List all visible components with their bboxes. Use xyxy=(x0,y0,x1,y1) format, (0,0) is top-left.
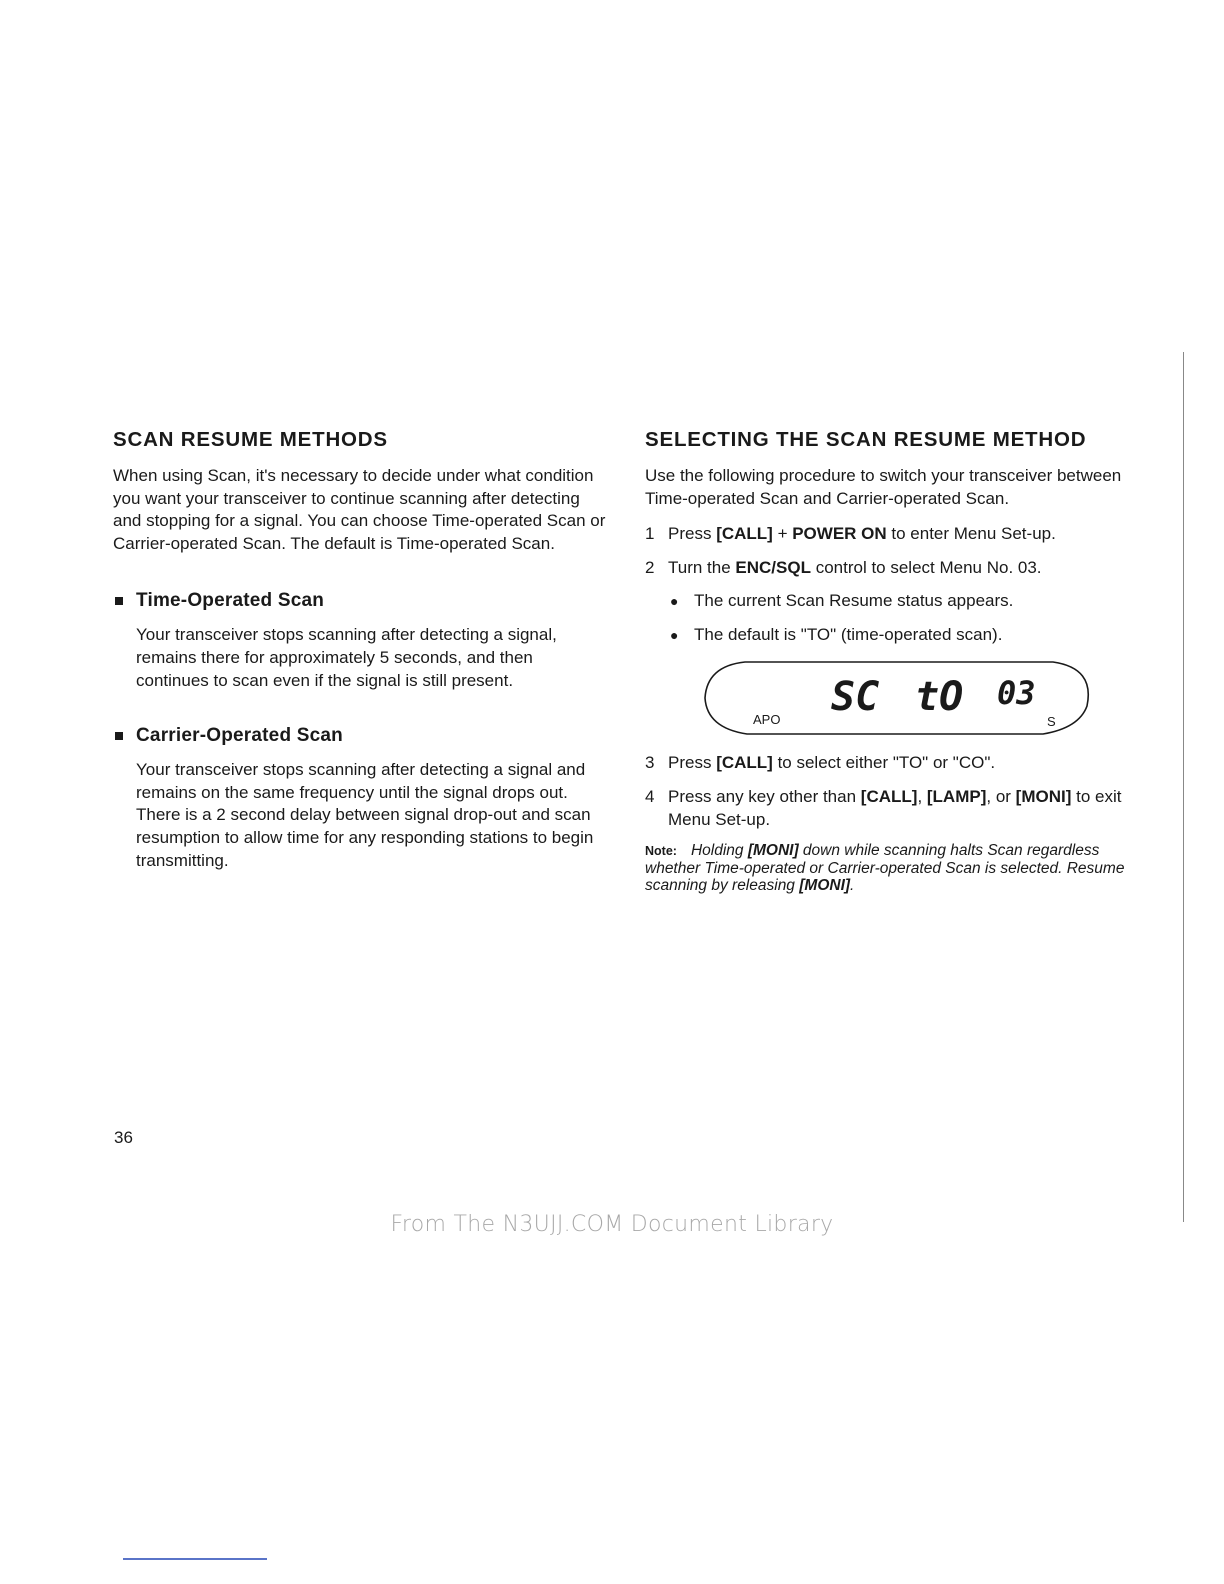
lcd-apo-indicator: APO xyxy=(753,712,781,728)
square-bullet-icon xyxy=(115,732,123,740)
moni-key: [MONI] xyxy=(747,842,799,860)
selecting-method-heading: SELECTING THE SCAN RESUME METHOD xyxy=(645,428,1087,451)
step-number: 4 xyxy=(645,786,655,806)
step-number: 3 xyxy=(645,753,655,773)
note-label: Note: xyxy=(645,844,677,859)
lcd-segment-03: 03 xyxy=(997,674,1036,713)
selecting-method-intro: Use the following procedure to switch your transceiver between Time-operated Scan and Carrier-operated Scan. xyxy=(645,466,1122,508)
call-key: [CALL] xyxy=(860,786,918,806)
lcd-display-illustration xyxy=(703,658,1095,738)
left-column xyxy=(113,428,608,872)
step-2-details xyxy=(668,590,1145,646)
time-operated-heading-text: Time-Operated Scan xyxy=(136,590,325,612)
scan-resume-intro: When using Scan, it's necessary to decide under what condition you want your transceiver to continue scanning after detecting and stopping for a signal. You can choose Time-operated Scan or Carrier-operated Scan. The default is Time-operated Scan. xyxy=(113,466,606,553)
lcd-display-svg xyxy=(703,658,1095,738)
scan-resume-methods-heading: SCAN RESUME METHODS xyxy=(113,428,388,451)
list-item: ● The current Scan Resume status appears. xyxy=(670,591,1014,611)
list-item: ● The default is "TO" (time-operated scan). xyxy=(670,625,1003,645)
step-number: 2 xyxy=(645,557,655,577)
carrier-operated-body: Your transceiver stops scanning after detecting a signal and remains on the same frequency until the signal drops out. There is a 2 second delay between signal drop-out and scan resumption to allow time for any responding stations to begin transmitting. xyxy=(136,760,594,870)
lcd-segment-sc: SC xyxy=(831,674,880,721)
moni-key: [MONI] xyxy=(799,877,851,895)
call-key: [CALL] xyxy=(716,753,773,773)
step-3: 3 Press [CALL] to select either "TO" or "CO". xyxy=(645,752,1145,775)
time-operated-heading xyxy=(113,590,608,612)
moni-key: [MONI] xyxy=(1015,786,1072,806)
carrier-operated-heading xyxy=(113,725,608,747)
carrier-operated-heading-text: Carrier-Operated Scan xyxy=(136,725,343,747)
page-edge-line xyxy=(1183,352,1184,1222)
square-bullet-icon xyxy=(115,597,123,605)
bullet-dot-icon: ● xyxy=(670,593,679,610)
lcd-s-indicator: S xyxy=(1047,714,1056,730)
bottom-rule xyxy=(123,1558,267,1560)
lcd-segment-to: tO xyxy=(915,674,964,721)
step-1: 1 Press [CALL] + POWER ON to enter Menu Set-up. xyxy=(645,523,1145,546)
time-operated-body: Your transceiver stops scanning after detecting a signal, remains there for approximately 5 seconds, and then continues to scan even if the signal is still present. xyxy=(136,625,557,690)
page-number: 36 xyxy=(114,1128,133,1147)
power-on-key: POWER ON xyxy=(792,524,887,544)
call-key: [CALL] xyxy=(716,524,773,544)
enc-sql-control: ENC/SQL xyxy=(735,557,811,577)
step-4: 4 Press any key other than [CALL], [LAMP], or [MONI] to exit Menu Set-up. xyxy=(645,786,1145,831)
step-2: 2 Turn the ENC/SQL control to select Menu No. 03. xyxy=(645,557,1145,580)
bullet-dot-icon: ● xyxy=(670,627,679,644)
lamp-key: [LAMP] xyxy=(926,786,987,806)
right-column xyxy=(645,428,1145,894)
footer-watermark: From The N3UJJ.COM Document Library xyxy=(390,1212,834,1237)
procedure-steps xyxy=(645,523,1145,831)
note: Note: Holding [MONI] down while scanning halts Scan regardless whether Time-operated or Carrier-operated Scan is selected. Resume scanning by releasing [MONI]. xyxy=(645,842,1125,895)
step-number: 1 xyxy=(645,524,655,544)
